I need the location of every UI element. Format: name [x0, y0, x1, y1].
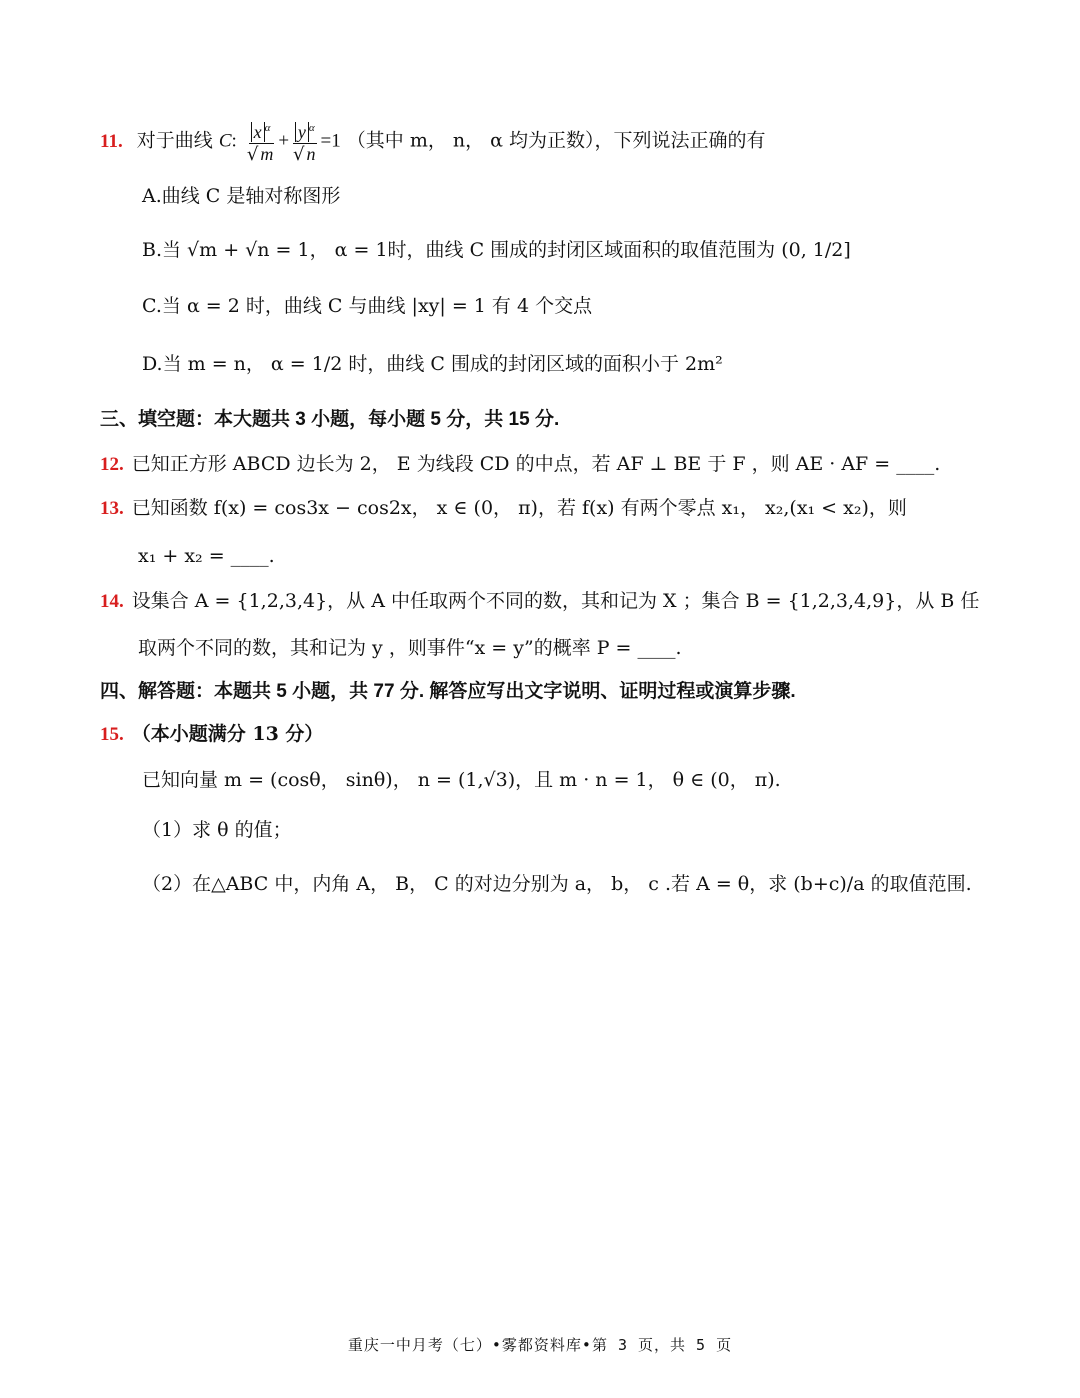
q12 — [100, 450, 940, 479]
q14-number: 14. — [100, 591, 124, 612]
q11-curve: C — [218, 130, 232, 152]
q12-number: 12. — [100, 454, 124, 475]
q15-text: 已知向量 m = (cosθ， sinθ)， n = (1,√3)，且 m · n = 1， θ ∈ (0， π). — [142, 769, 781, 791]
q13-text: 已知函数 f(x) = cos3x − cos2x， x ∈ (0， π)，若 f(x) 有两个零点 x₁， x₂,(x₁ < x₂)，则 — [131, 497, 907, 519]
q14-line2: 取两个不同的数，其和记为 y ，则事件“x = y”的概率 P = ____. — [138, 637, 682, 659]
q12-text: 已知正方形 ABCD 边长为 2， E 为线段 CD 的中点，若 AF ⊥ BE 于 F ，则 AE · AF = ____. — [131, 453, 941, 475]
q15-title: （本小题满分 13 分） — [131, 723, 324, 745]
q11-stem-post: （其中 m， n， α 均为正数），下列说法正确的有 — [346, 129, 766, 152]
page-footer: 重庆一中月考（七）•雾都资料库•第 3 页，共 5 页 — [347, 1336, 733, 1354]
q15-part1: （1）求 θ 的值； — [142, 819, 292, 841]
section-answer-heading: 四、解答题：本题共 5 小题，共 77 分. 解答应写出文字说明、证明过程或演算步骤. — [100, 681, 796, 702]
q15-header — [100, 720, 323, 749]
q13-number: 13. — [100, 498, 124, 519]
q11-stem-pre: 对于曲线 — [136, 129, 213, 152]
q11-option-c: C.当 α = 2 时，曲线 C 与曲线 |xy| = 1 有 4 个交点 — [142, 295, 593, 317]
q11-option-b: B.当 √m + √n = 1， α = 1时，曲线 C 围成的封闭区域面积的取值范围为 (0, 1/2] — [142, 239, 851, 261]
q11-fraction-x: $\frac{x ^\alpha}{√ m}$ — [245, 118, 276, 165]
q11-option-a: A.曲线 C 是轴对称图形 — [142, 185, 341, 207]
q13 — [100, 494, 907, 523]
q11-fraction-y: $\frac{y ^\alpha}{√ n}$ — [291, 118, 318, 165]
q15-number: 15. — [100, 724, 124, 745]
q13-line2: x₁ + x₂ = ____. — [138, 545, 275, 567]
q14 — [100, 587, 979, 616]
q15-part2: （2）在△ABC 中，内角 A， B， C 的对边分别为 a， b， c .若 A = θ，求 (b+c)/a 的取值范围. — [142, 873, 972, 895]
q11-option-d: D.当 m = n， α = 1/2 时，曲线 C 围成的封闭区域的面积小于 2m² — [142, 353, 723, 375]
q14-text: 设集合 A = {1,2,3,4}，从 A 中任取两个不同的数，其和记为 X ；集合 B = {1,2,3,4,9}，从 B 任 — [131, 590, 980, 612]
q11-stem: 11. 对于曲线 C: $\frac{x ^\alpha}{√ m}$ + $\frac{y ^\alpha}{√ n}$ =1 （其中 m， n， α 均为正数），下列说法正确的有 — [100, 118, 766, 165]
q11-number: 11. — [100, 130, 123, 152]
section-fill-in-heading: 三、填空题：本大题共 3 小题，每小题 5 分，共 15 分. — [100, 409, 560, 430]
